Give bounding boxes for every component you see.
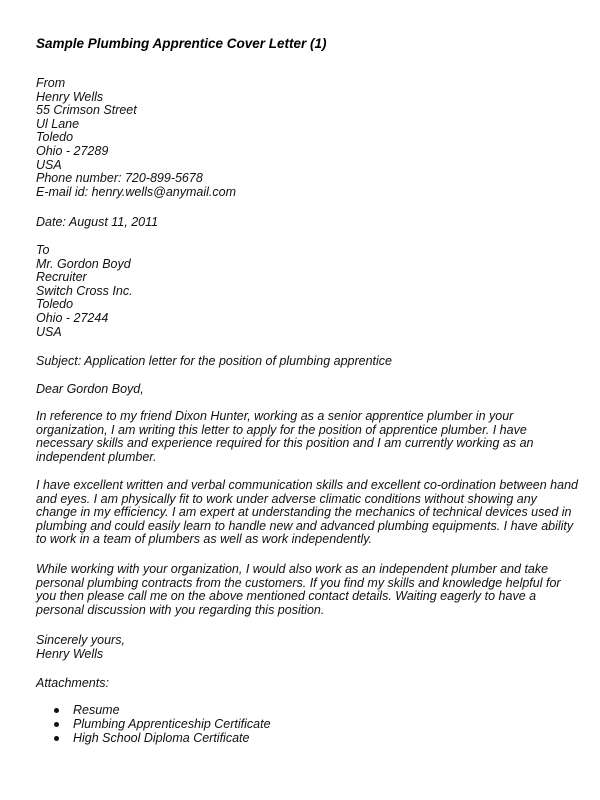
document-title: Sample Plumbing Apprentice Cover Letter (1) — [36, 36, 327, 51]
paragraph-line: independent plumber. — [36, 449, 157, 464]
sender-line: Toledo — [36, 130, 74, 145]
paragraph-line: you then please call me on the above mentioned contact details. Waiting eagerly to have a — [36, 589, 537, 604]
attachments-heading-text: Attachments: — [36, 676, 109, 690]
salutation — [36, 383, 576, 397]
closing-line: Sincerely yours, — [36, 633, 125, 647]
sender-line: Henry Wells — [36, 89, 104, 104]
sender-line: USA — [36, 157, 62, 172]
body-paragraph-2 — [36, 479, 576, 547]
bullet-icon — [54, 722, 59, 727]
body-paragraph-3 — [36, 563, 576, 617]
salutation-text: Dear Gordon Boyd, — [36, 382, 144, 396]
recipient-line: Ohio - 27244 — [36, 310, 109, 325]
attachments-list — [54, 703, 271, 745]
recipient-line: Switch Cross Inc. — [36, 283, 133, 298]
paragraph-line: In reference to my friend Dixon Hunter, working as a senior apprentice plumber in your — [36, 409, 514, 423]
paragraph-line: necessary skills and experience required for this position and I am currently working as an — [36, 436, 534, 451]
recipient-line: To — [36, 243, 50, 257]
recipient-line: Toledo — [36, 297, 74, 312]
attachments-heading — [36, 677, 576, 691]
paragraph-line: I have excellent written and verbal communication skills and excellent co-ordination between hand — [36, 478, 578, 492]
paragraph-line: and eyes. I am physically fit to work under adverse climatic conditions without showing any — [36, 491, 537, 506]
body-paragraph-1 — [36, 410, 576, 464]
bullet-icon — [54, 708, 59, 713]
sender-phone: Phone number: 720-899-5678 — [36, 171, 203, 186]
attachment-label: Resume — [73, 703, 120, 717]
attachment-label: High School Diploma Certificate — [73, 731, 250, 745]
sender-address-block — [36, 77, 576, 199]
date-text: Date: August 11, 2011 — [36, 215, 159, 229]
closing-block — [36, 634, 576, 661]
paragraph-line: personal discussion with you regarding this position. — [36, 602, 325, 617]
paragraph-line: organization, I am writing this letter to apply for the position of apprentice plumber. I have — [36, 422, 527, 437]
paragraph-line: While working with your organization, I would also work as an independent plumber and take — [36, 562, 549, 576]
sender-line: From — [36, 76, 66, 90]
letter-date — [36, 216, 576, 230]
recipient-address-block — [36, 244, 576, 339]
paragraph-line: personal plumbing contracts from the customers. If you find my skills and knowledge helpful for — [36, 575, 561, 590]
paragraph-line: to work in a team of plumbers as well as work independently. — [36, 532, 373, 547]
attachment-item — [54, 703, 271, 717]
subject-line — [36, 355, 576, 369]
sender-line: Ul Lane — [36, 116, 80, 131]
sender-email: E-mail id: henry.wells@anymail.com — [36, 184, 237, 199]
subject-text: Subject: Application letter for the position of plumbing apprentice — [36, 354, 392, 368]
recipient-line: Mr. Gordon Boyd — [36, 256, 131, 271]
bullet-icon — [54, 736, 59, 741]
paragraph-line: change in my efficiency. I am expert at understanding the mechanics of technical devices used in — [36, 505, 572, 520]
attachment-item — [54, 717, 271, 731]
sender-line: Ohio - 27289 — [36, 143, 109, 158]
signature-name: Henry Wells — [36, 646, 104, 661]
recipient-line: Recruiter — [36, 270, 87, 285]
attachment-label: Plumbing Apprenticeship Certificate — [73, 717, 271, 731]
attachment-item — [54, 731, 271, 745]
sender-line: 55 Crimson Street — [36, 103, 137, 118]
paragraph-line: plumbing and could easily learn to handle new and advanced plumbing equipments. I have ability — [36, 518, 574, 533]
recipient-line: USA — [36, 324, 62, 339]
